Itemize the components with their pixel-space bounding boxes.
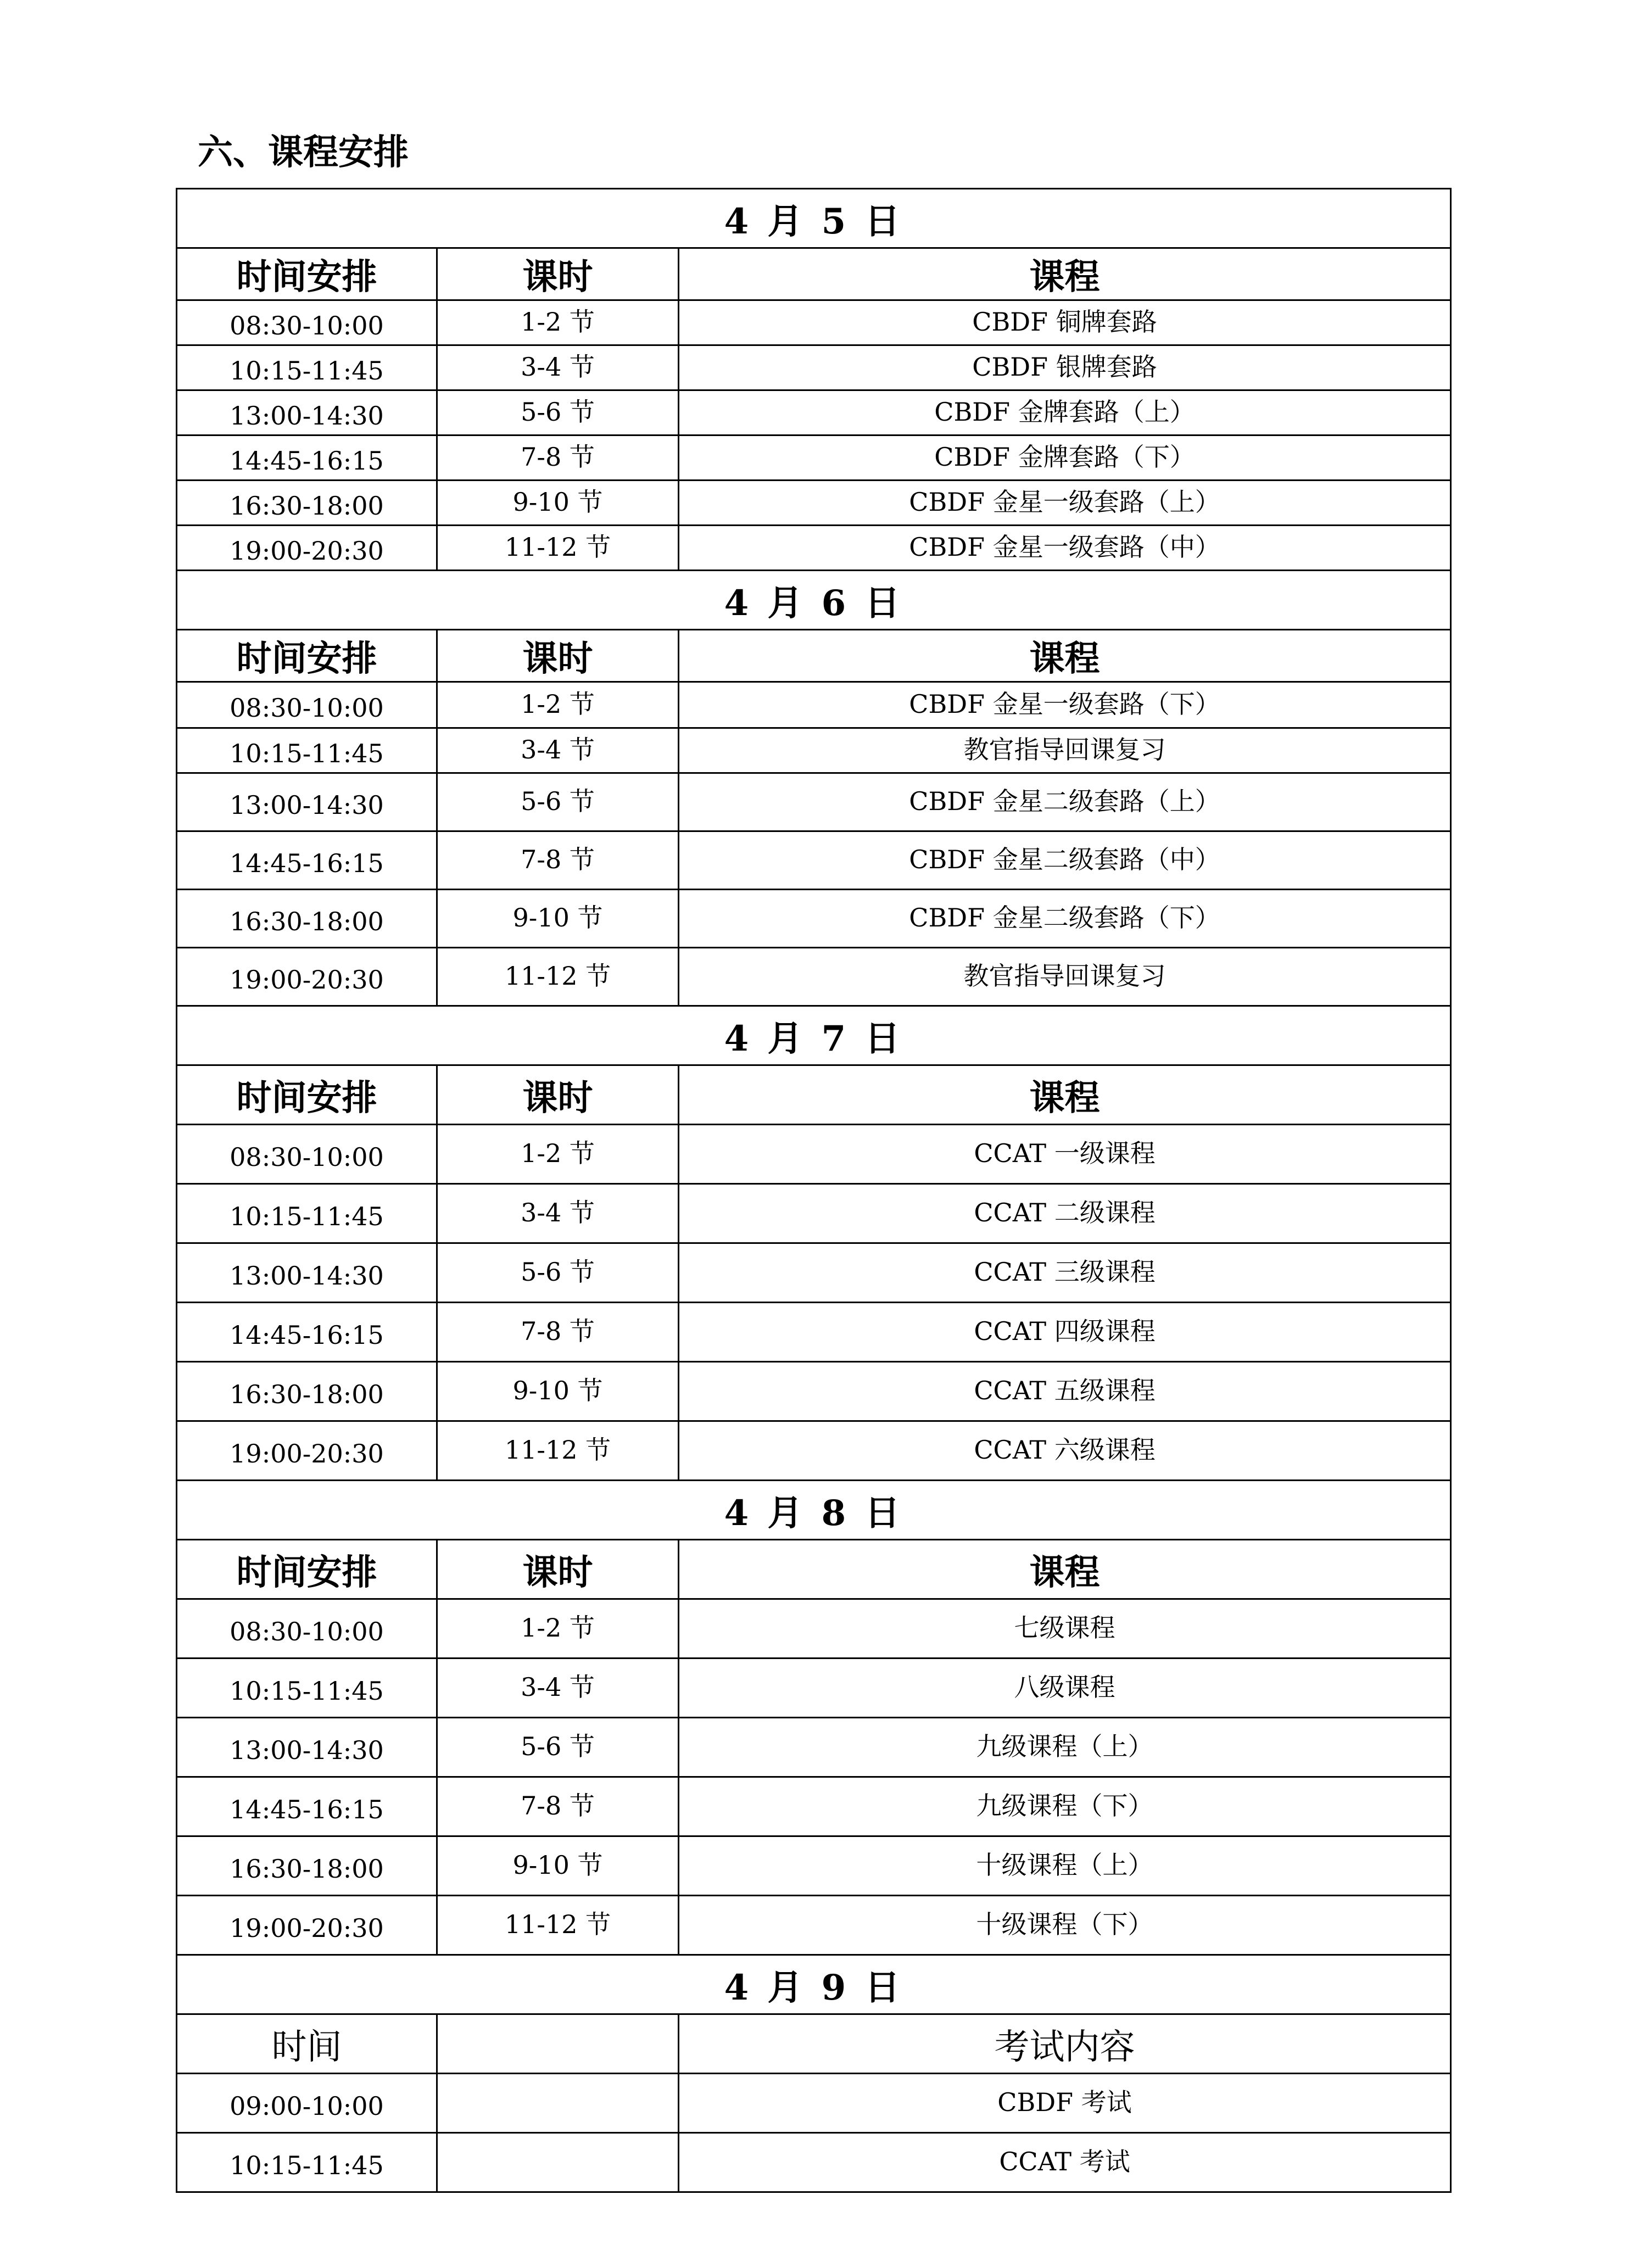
table-row [177, 345, 1451, 390]
cell-period: 1-2 节 [437, 1599, 679, 1659]
table-row [177, 390, 1451, 435]
header-period: 课时 [437, 248, 679, 300]
cell-course: CBDF 银牌套路 [679, 345, 1451, 390]
table-row [177, 1718, 1451, 1777]
cell-course: 教官指导回课复习 [679, 728, 1451, 773]
cell-course: 十级课程（下） [679, 1896, 1451, 1955]
cell-time: 13:00-14:30 [177, 1243, 437, 1303]
column-header-row [177, 1065, 1451, 1125]
cell-period: 1-2 节 [437, 1125, 679, 1184]
table-row [177, 1659, 1451, 1718]
course-schedule-table [176, 188, 1452, 2193]
cell-period: 3-4 节 [437, 1184, 679, 1243]
cell-time: 10:15-11:45 [177, 2133, 437, 2192]
table-row [177, 435, 1451, 481]
cell-time: 08:30-10:00 [177, 682, 437, 728]
cell-time: 10:15-11:45 [177, 1184, 437, 1243]
cell-course: CBDF 金星二级套路（上） [679, 773, 1451, 831]
table-row [177, 2133, 1451, 2192]
table-row [177, 890, 1451, 948]
table-row [177, 773, 1451, 831]
cell-time: 16:30-18:00 [177, 890, 437, 948]
cell-period: 5-6 节 [437, 390, 679, 435]
cell-course: CCAT 三级课程 [679, 1243, 1451, 1303]
day-date: 4 月 5 日 [177, 189, 1451, 248]
cell-course: CCAT 二级课程 [679, 1184, 1451, 1243]
table-row [177, 526, 1451, 571]
column-header-row [177, 1540, 1451, 1599]
cell-period: 11-12 节 [437, 948, 679, 1006]
cell-time: 13:00-14:30 [177, 390, 437, 435]
cell-period: 3-4 节 [437, 345, 679, 390]
cell-course: CCAT 一级课程 [679, 1125, 1451, 1184]
cell-time: 13:00-14:30 [177, 1718, 437, 1777]
cell-course: CBDF 金星一级套路（中） [679, 526, 1451, 571]
cell-period: 5-6 节 [437, 1243, 679, 1303]
header-period: 课时 [437, 1540, 679, 1599]
cell-course: CCAT 考试 [679, 2133, 1451, 2192]
table-row [177, 1125, 1451, 1184]
cell-time: 16:30-18:00 [177, 481, 437, 526]
cell-course: 九级课程（上） [679, 1718, 1451, 1777]
table-row [177, 1421, 1451, 1481]
cell-period: 9-10 节 [437, 1362, 679, 1421]
cell-course: 教官指导回课复习 [679, 948, 1451, 1006]
header-time: 时间安排 [177, 630, 437, 682]
cell-course: CBDF 金牌套路（上） [679, 390, 1451, 435]
cell-course: CBDF 金星一级套路（上） [679, 481, 1451, 526]
table-row [177, 831, 1451, 890]
cell-period: 11-12 节 [437, 1896, 679, 1955]
header-course: 考试内容 [679, 2014, 1451, 2074]
cell-course: 七级课程 [679, 1599, 1451, 1659]
table-row [177, 1896, 1451, 1955]
day-date: 4 月 6 日 [177, 571, 1451, 630]
table-row [177, 948, 1451, 1006]
table-row [177, 1243, 1451, 1303]
table-row [177, 481, 1451, 526]
cell-course: 十级课程（上） [679, 1836, 1451, 1896]
cell-time: 19:00-20:30 [177, 1896, 437, 1955]
table-row [177, 1777, 1451, 1836]
cell-time: 13:00-14:30 [177, 773, 437, 831]
day-banner-row [177, 1955, 1451, 2014]
cell-time: 19:00-20:30 [177, 948, 437, 1006]
cell-period: 5-6 节 [437, 773, 679, 831]
table-row [177, 1303, 1451, 1362]
cell-time: 08:30-10:00 [177, 300, 437, 345]
cell-time: 16:30-18:00 [177, 1836, 437, 1896]
cell-time: 14:45-16:15 [177, 435, 437, 481]
cell-course: 九级课程（下） [679, 1777, 1451, 1836]
cell-period [437, 2074, 679, 2133]
header-course: 课程 [679, 1065, 1451, 1125]
table-row [177, 1836, 1451, 1896]
cell-course: CCAT 四级课程 [679, 1303, 1451, 1362]
header-period: 课时 [437, 1065, 679, 1125]
cell-period: 9-10 节 [437, 1836, 679, 1896]
cell-course: CBDF 金牌套路（下） [679, 435, 1451, 481]
cell-time: 10:15-11:45 [177, 1659, 437, 1718]
cell-period: 9-10 节 [437, 890, 679, 948]
column-header-row [177, 248, 1451, 300]
cell-course: CBDF 金星二级套路（中） [679, 831, 1451, 890]
day-date: 4 月 8 日 [177, 1481, 1451, 1540]
day-banner-row [177, 1006, 1451, 1065]
table-row [177, 1184, 1451, 1243]
header-period [437, 2014, 679, 2074]
cell-period: 7-8 节 [437, 831, 679, 890]
cell-time: 09:00-10:00 [177, 2074, 437, 2133]
cell-time: 19:00-20:30 [177, 526, 437, 571]
cell-period: 1-2 节 [437, 682, 679, 728]
day-date: 4 月 9 日 [177, 1955, 1451, 2014]
day-date: 4 月 7 日 [177, 1006, 1451, 1065]
cell-time: 14:45-16:15 [177, 1303, 437, 1362]
cell-period [437, 2133, 679, 2192]
table-row [177, 1599, 1451, 1659]
cell-period: 11-12 节 [437, 526, 679, 571]
cell-time: 19:00-20:30 [177, 1421, 437, 1481]
cell-period: 3-4 节 [437, 728, 679, 773]
cell-course: CCAT 五级课程 [679, 1362, 1451, 1421]
table-row [177, 1362, 1451, 1421]
cell-time: 08:30-10:00 [177, 1599, 437, 1659]
cell-time: 14:45-16:15 [177, 831, 437, 890]
table-row [177, 682, 1451, 728]
cell-period: 1-2 节 [437, 300, 679, 345]
header-time: 时间安排 [177, 1540, 437, 1599]
header-time: 时间安排 [177, 1065, 437, 1125]
day-banner-row [177, 189, 1451, 248]
cell-period: 3-4 节 [437, 1659, 679, 1718]
cell-period: 11-12 节 [437, 1421, 679, 1481]
cell-time: 16:30-18:00 [177, 1362, 437, 1421]
table-row [177, 300, 1451, 345]
day-banner-row [177, 571, 1451, 630]
cell-period: 5-6 节 [437, 1718, 679, 1777]
cell-course: 八级课程 [679, 1659, 1451, 1718]
cell-period: 7-8 节 [437, 1777, 679, 1836]
column-header-row [177, 630, 1451, 682]
cell-time: 14:45-16:15 [177, 1777, 437, 1836]
cell-period: 7-8 节 [437, 435, 679, 481]
cell-course: CBDF 铜牌套路 [679, 300, 1451, 345]
cell-course: CBDF 考试 [679, 2074, 1451, 2133]
cell-course: CCAT 六级课程 [679, 1421, 1451, 1481]
table-row [177, 728, 1451, 773]
cell-time: 10:15-11:45 [177, 728, 437, 773]
cell-time: 08:30-10:00 [177, 1125, 437, 1184]
header-course: 课程 [679, 1540, 1451, 1599]
table-row [177, 2074, 1451, 2133]
day-banner-row [177, 1481, 1451, 1540]
header-course: 课程 [679, 248, 1451, 300]
cell-period: 7-8 节 [437, 1303, 679, 1362]
header-time: 时间 [177, 2014, 437, 2074]
cell-course: CBDF 金星二级套路（下） [679, 890, 1451, 948]
header-course: 课程 [679, 630, 1451, 682]
header-period: 课时 [437, 630, 679, 682]
header-time: 时间安排 [177, 248, 437, 300]
cell-course: CBDF 金星一级套路（下） [679, 682, 1451, 728]
cell-period: 9-10 节 [437, 481, 679, 526]
section-title: 六、课程安排 [198, 132, 409, 173]
column-header-row [177, 2014, 1451, 2074]
cell-time: 10:15-11:45 [177, 345, 437, 390]
schedule-body [177, 189, 1451, 2192]
